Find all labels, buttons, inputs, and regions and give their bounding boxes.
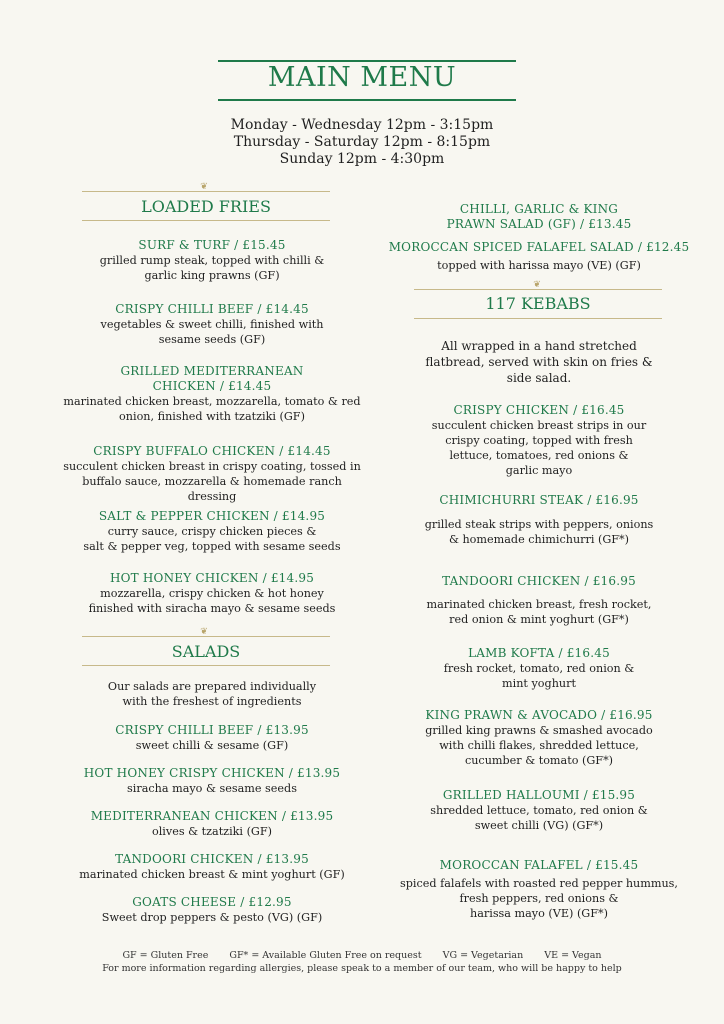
item-desc: shredded lettuce, tomato, red onion & (430, 804, 648, 817)
section-rule (82, 220, 330, 221)
item-name: CRISPY BUFFALO CHICKEN / £14.45 (93, 444, 331, 458)
menu-item (384, 403, 694, 478)
menu-item (60, 895, 364, 925)
item-desc: marinated chicken breast, fresh rocket, (426, 598, 652, 611)
item-name: CHICKEN / £14.45 (152, 379, 272, 393)
item-name: SALT & PEPPER CHICKEN / £14.95 (98, 509, 326, 523)
item-name: GOATS CHEESE / £12.95 (132, 895, 292, 909)
item-name: CHIMICHURRI STEAK / £16.95 (439, 493, 639, 507)
opening-hours (0, 117, 724, 168)
menu-item (60, 238, 364, 283)
item-name: TANDOORI CHICKEN / £16.95 (442, 574, 636, 588)
item-desc: succulent chicken breast in crispy coating, tossed in (63, 460, 361, 473)
item-desc: siracha mayo & sesame seeds (127, 782, 297, 795)
item-name: HOT HONEY CRISPY CHICKEN / £13.95 (83, 766, 341, 780)
ornament-icon: ❦ (200, 182, 208, 192)
item-desc: sweet chilli (VG) (GF*) (474, 819, 604, 832)
menu-item (60, 444, 364, 504)
legend-gf: GF = Gluten Free (122, 950, 209, 961)
item-desc: crispy coating, topped with fresh (445, 434, 633, 447)
hours-line: Thursday - Saturday 12pm - 8:15pm (233, 134, 491, 150)
menu-item (384, 788, 694, 833)
ornament-icon: ❦ (200, 627, 208, 637)
item-desc: sesame seeds (GF) (158, 333, 266, 346)
item-name: MEDITERRANEAN CHICKEN / £13.95 (90, 809, 334, 823)
item-desc: fresh rocket, tomato, red onion & (443, 662, 635, 675)
item-desc: with chilli flakes, shredded lettuce, (439, 739, 639, 752)
menu-item (384, 240, 694, 273)
item-name: HOT HONEY CHICKEN / £14.95 (109, 571, 315, 585)
item-desc: finished with siracha mayo & sesame seeds (88, 602, 336, 615)
section-rule (414, 289, 662, 290)
dietary-legend (0, 949, 724, 962)
section-rule (414, 318, 662, 319)
item-name: LAMB KOFTA / £16.45 (468, 646, 610, 660)
menu-item (60, 302, 364, 347)
item-desc: buffalo sauce, mozzarella & homemade ranch dressing (82, 475, 342, 503)
item-desc: Sweet drop peppers & pesto (VG) (GF) (101, 911, 323, 924)
intro-line: flatbread, served with skin on fries & (425, 355, 653, 369)
page-title: MAIN MENU (267, 62, 457, 93)
item-desc: topped with harissa mayo (VE) (GF) (437, 259, 641, 272)
salads-heading: SALADS (171, 642, 241, 661)
section-rule (82, 636, 330, 637)
item-name: GRILLED MEDITERRANEAN (120, 364, 304, 378)
intro-line: All wrapped in a hand stretched (441, 339, 637, 353)
item-desc: olives & tzatziki (GF) (151, 825, 272, 838)
item-desc: grilled rump steak, topped with chilli & (99, 254, 325, 267)
item-desc: garlic king prawns (GF) (144, 269, 280, 282)
item-name: MOROCCAN FALAFEL / £15.45 (439, 858, 639, 872)
menu-item (60, 852, 364, 882)
salads-intro (60, 679, 364, 709)
legend-vg: VG = Vegetarian (442, 950, 524, 961)
item-desc: fresh peppers, red onions & (459, 892, 619, 905)
menu-item (384, 646, 694, 691)
item-name: GRILLED HALLOUMI / £15.95 (442, 788, 636, 802)
menu-item (384, 858, 694, 921)
menu-item (384, 708, 694, 768)
menu-item (384, 574, 694, 627)
allergy-note: For more information regarding allergies, please speak to a member of our team, who will be happy to help (102, 963, 622, 974)
menu-item (60, 364, 364, 424)
menu-item (60, 571, 364, 616)
item-name: CRISPY CHILLI BEEF / £13.95 (115, 723, 309, 737)
item-desc: marinated chicken breast, mozzarella, tomato & red (63, 395, 361, 408)
legend-gf-star: GF* = Available Gluten Free on request (229, 950, 422, 961)
menu-item (384, 493, 694, 547)
item-desc: grilled steak strips with peppers, onions (424, 518, 654, 531)
intro-line: Our salads are prepared individually (107, 680, 317, 693)
item-name: MOROCCAN SPICED FALAFEL SALAD / £12.45 (388, 240, 690, 254)
item-desc: harissa mayo (VE) (GF*) (470, 907, 608, 920)
item-name: TANDOORI CHICKEN / £13.95 (115, 852, 309, 866)
item-desc: mozzarella, crispy chicken & hot honey (100, 587, 324, 600)
title-bottom-rule (218, 99, 516, 101)
item-desc: mint yoghurt (502, 677, 576, 690)
item-desc: succulent chicken breast strips in our (431, 419, 647, 432)
item-desc: salt & pepper veg, topped with sesame seeds (83, 540, 341, 553)
item-desc: onion, finished with tzatziki (GF) (119, 410, 305, 423)
item-desc: sweet chilli & sesame (GF) (135, 739, 289, 752)
hours-line: Sunday 12pm - 4:30pm (279, 151, 445, 167)
intro-line: side salad. (506, 371, 572, 385)
intro-line: with the freshest of ingredients (122, 695, 302, 708)
hours-line: Monday - Wednesday 12pm - 3:15pm (230, 117, 494, 133)
item-desc: marinated chicken breast & mint yoghurt (GF) (79, 868, 345, 881)
item-name: KING PRAWN & AVOCADO / £16.95 (425, 708, 653, 722)
item-desc: spiced falafels with roasted red pepper hummus, (400, 877, 678, 890)
item-desc: lettuce, tomatoes, red onions & (449, 449, 629, 462)
menu-item (60, 809, 364, 839)
item-desc: cucumber & tomato (GF*) (464, 754, 614, 767)
item-desc: red onion & mint yoghurt (GF*) (449, 613, 629, 626)
item-name: CHILLI, GARLIC & KING (459, 202, 619, 216)
item-desc: vegetables & sweet chilli, finished with (100, 318, 324, 331)
menu-item (60, 723, 364, 753)
menu-item (60, 509, 364, 554)
ornament-icon: ❦ (533, 280, 541, 290)
item-name: CRISPY CHILLI BEEF / £14.45 (115, 302, 309, 316)
menu-item (60, 766, 364, 796)
item-name: SURF & TURF / £15.45 (138, 238, 286, 252)
kebabs-heading: 117 KEBABS (485, 294, 591, 313)
kebabs-intro (384, 338, 694, 386)
item-desc: curry sauce, crispy chicken pieces & (107, 525, 317, 538)
item-desc: & homemade chimichurri (GF*) (448, 533, 630, 546)
loaded-fries-heading: LOADED FRIES (141, 197, 271, 216)
item-desc: grilled king prawns & smashed avocado (425, 724, 653, 737)
section-rule (82, 665, 330, 666)
section-rule (82, 191, 330, 192)
menu-item (384, 202, 694, 232)
item-name: PRAWN SALAD (GF) / £13.45 (446, 217, 632, 231)
item-name: CRISPY CHICKEN / £16.45 (453, 403, 625, 417)
legend-ve: VE = Vegan (544, 950, 602, 961)
item-desc: garlic mayo (505, 464, 573, 477)
